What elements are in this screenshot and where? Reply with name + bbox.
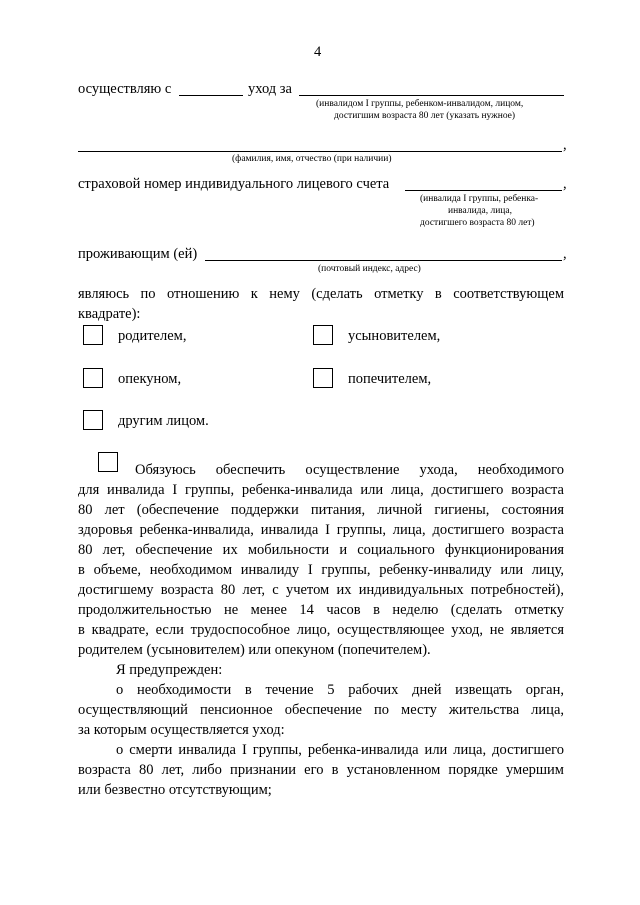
warning-title: Я предупрежден: — [116, 662, 223, 678]
care-target-hint-1: (инвалидом I группы, ребенком-инвалидом, лицом, — [316, 99, 524, 109]
warning-item1-line: осуществляющий пенсионное обеспечение по месту жительства лица, — [78, 702, 564, 718]
adopter-label: усыновителем, — [348, 328, 441, 344]
warning-item2-line: или безвестно отсутствующим; — [78, 782, 272, 798]
adopter-checkbox[interactable] — [313, 325, 333, 345]
obligation-line: достигшему возраста 80 лет, с учетом их индивидуальных потребностей), — [78, 582, 564, 598]
address-label: проживающим (ей) — [78, 246, 198, 262]
warning-section — [78, 660, 564, 800]
obligation-line: Обязуюсь обеспечить осуществление ухода, необходимого — [135, 462, 564, 478]
snils-comma: , — [563, 176, 567, 192]
snils-field[interactable] — [405, 190, 562, 191]
warning-item1-line: о необходимости в течение 5 рабочих дней извещать орган, — [116, 682, 564, 698]
address-hint: (почтовый индекс, адрес) — [318, 264, 421, 274]
obligation-line: 80 лет (обеспечение поддержки питания, личной гигиены, состояния — [78, 502, 564, 518]
snils-label: страховой номер индивидуального лицевого счета — [78, 176, 390, 192]
obligation-line: здоровья ребенка-инвалида, инвалида I группы, лица, достигшего возраста — [78, 522, 564, 538]
care-target-field[interactable] — [299, 95, 564, 96]
address-field[interactable] — [205, 260, 562, 261]
trustee-checkbox[interactable] — [313, 368, 333, 388]
parent-checkbox[interactable] — [83, 325, 103, 345]
page-number: 4 — [314, 44, 322, 60]
obligation-line: продолжительностью не менее 14 часов в неделю (сделать отметку — [78, 602, 564, 618]
fio-comma: , — [563, 137, 567, 153]
obligation-line: родителем (усыновителем) или опекуном (попечителем). — [78, 642, 431, 658]
snils-hint-2: инвалида, лица, — [448, 206, 512, 216]
other-person-checkbox[interactable] — [83, 410, 103, 430]
care-target-label: уход за — [248, 81, 292, 97]
other-person-label: другим лицом. — [118, 413, 209, 429]
relation-intro — [78, 284, 564, 324]
care-target-hint-2: достигшим возраста 80 лет (указать нужное) — [334, 111, 516, 121]
snils-hint-3: достигшего возраста 80 лет) — [420, 218, 535, 228]
guardian-label: опекуном, — [118, 371, 182, 387]
obligation-paragraph — [78, 460, 564, 660]
obligation-line: в квадрате, если трудоспособное лицо, осуществляющее уход, не является — [78, 622, 564, 638]
care-start-label: осуществляю с — [78, 81, 172, 97]
relation-intro-line-1: являюсь по отношению к нему (сделать отметку в соответствующем — [78, 286, 564, 302]
relation-intro-line-2: квадрате): — [78, 306, 141, 322]
parent-label: родителем, — [118, 328, 187, 344]
fio-field[interactable] — [78, 151, 562, 152]
trustee-label: попечителем, — [348, 371, 432, 387]
guardian-checkbox[interactable] — [83, 368, 103, 388]
warning-item1-line: за которым осуществляется уход: — [78, 722, 285, 738]
warning-item2-line: возраста 80 лет, либо признании его в установленном порядке умершим — [78, 762, 564, 778]
address-comma: , — [563, 246, 567, 262]
care-start-date-field[interactable] — [179, 95, 243, 96]
warning-item2-line: о смерти инвалида I группы, ребенка-инвалида или лица, достигшего — [116, 742, 564, 758]
obligation-line: для инвалида I группы, ребенка-инвалида или лица, достигшего возраста — [78, 482, 564, 498]
obligation-line: 80 лет, обеспечение их мобильности и социального функционирования — [78, 542, 564, 558]
obligation-line: в объеме, необходимом инвалиду I группы, ребенку-инвалиду или лицу, — [78, 562, 564, 578]
fio-hint: (фамилия, имя, отчество (при наличии) — [232, 154, 392, 164]
snils-hint-1: (инвалида I группы, ребенка- — [420, 194, 539, 204]
